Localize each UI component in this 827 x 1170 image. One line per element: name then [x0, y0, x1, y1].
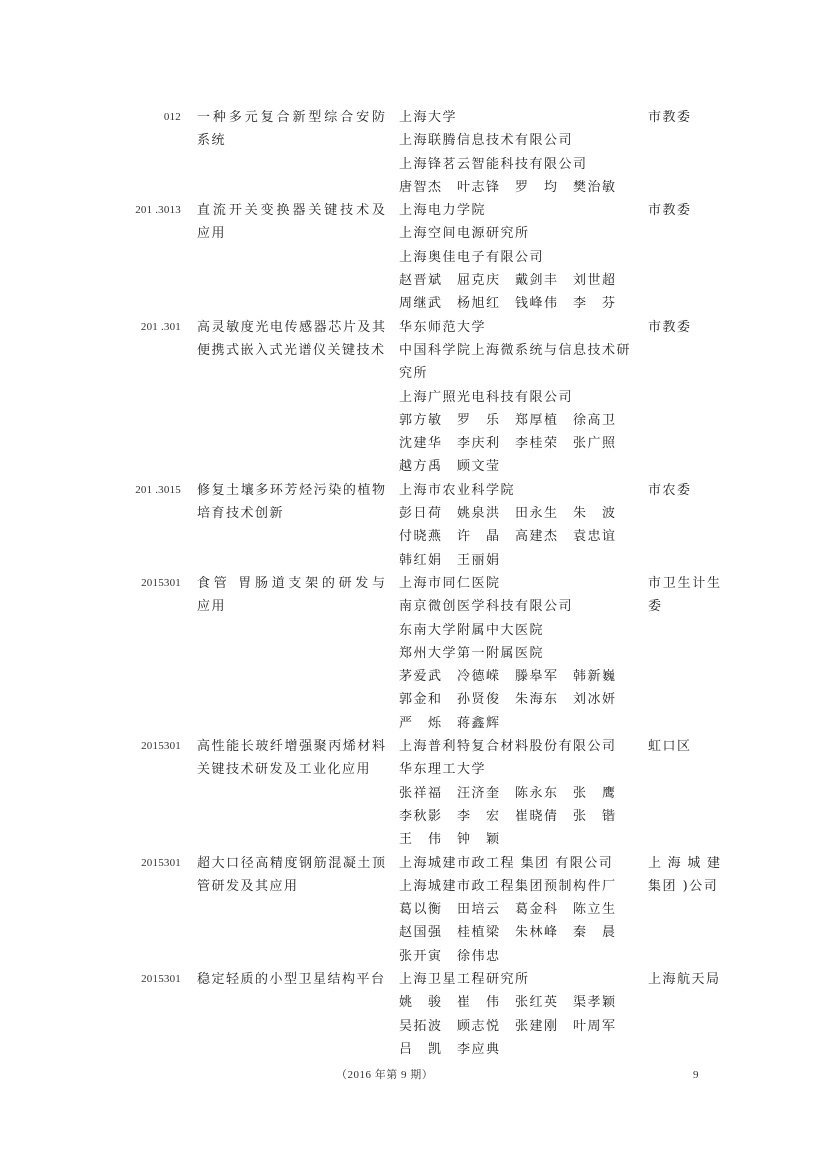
- unit-or-person-line: 吴拓波 顾志悦 张建刚 叶周军: [399, 1018, 617, 1034]
- issue-label: （2016 年第 9 期）: [336, 1069, 434, 1081]
- unit-or-person-line: 彭日荷 姚泉洪 田永生 朱 波: [399, 506, 617, 522]
- table-row: [0, 479, 827, 572]
- project-number: 201 .301: [140, 320, 181, 333]
- table-row: [0, 316, 827, 479]
- unit-or-person-line: 付晓燕 许 晶 高建杰 袁忠谊: [399, 529, 617, 545]
- project-number: 2015301: [141, 856, 181, 869]
- recommending-unit: [648, 316, 720, 339]
- units-and-people: [399, 735, 634, 851]
- unit-or-person-line: 唐智杰 叶志锋 罗 均 樊治敏: [399, 179, 617, 195]
- unit-or-person-line: 张开寅 徐伟忠: [399, 948, 501, 964]
- unit-or-person-line: 郭方敏 罗 乐 郑厚植 徐高卫: [399, 412, 617, 428]
- unit-or-person-line: 华东理工大学: [399, 762, 487, 778]
- project-title-line: 应用: [197, 226, 227, 242]
- table-row: [0, 852, 827, 968]
- project-title-line: 培育技术创新: [197, 506, 285, 522]
- unit-or-person-line: 究所: [399, 366, 429, 382]
- project-title-line: 直流开关变换器关键技术及: [197, 203, 385, 219]
- unit-or-person-line: 张祥福 汪济奎 陈永东 张 鹰: [399, 785, 617, 801]
- project-title: [197, 106, 385, 153]
- project-title: [197, 479, 385, 526]
- unit-or-person-line: 上海大学: [399, 110, 458, 125]
- table-row: [0, 106, 827, 199]
- unit-or-person-line: 李秋影 李 宏 崔晓倩 张 锴: [399, 808, 617, 824]
- recommender-line: 上海城建: [648, 855, 720, 871]
- project-title-line: 超大口径高精度钢筋混凝土顶: [197, 855, 385, 871]
- unit-or-person-line: 沈建华 李庆利 李桂荣 张广照: [399, 436, 617, 452]
- unit-or-person-line: 南京微创医学科技有限公司: [399, 599, 574, 615]
- recommender-line: 虹口区: [648, 739, 692, 755]
- unit-or-person-line: 上海电力学院: [399, 203, 487, 219]
- recommender-line: 市教委: [648, 110, 692, 125]
- table-row: [0, 572, 827, 735]
- unit-or-person-line: 上海广照光电科技有限公司: [399, 389, 574, 405]
- unit-or-person-line: 上海卫星工程研究所: [399, 971, 530, 987]
- project-number: 2015301: [141, 972, 181, 985]
- project-title-line: 食管 胃肠道支架的研发与: [197, 575, 385, 591]
- project-title: [197, 199, 385, 246]
- unit-or-person-line: 上海市同仁医院: [399, 575, 501, 591]
- recommending-unit: [648, 199, 720, 222]
- unit-or-person-line: 上海城建市政工程集团预制构件厂: [399, 878, 617, 894]
- recommender-line: 市卫生计生: [648, 575, 720, 591]
- unit-or-person-line: 茅爱武 冷德嵘 滕皋军 韩新巍: [399, 669, 617, 685]
- project-title-line: 高性能长玻纤增强聚丙烯材料: [197, 739, 385, 755]
- award-table: [0, 106, 827, 1061]
- project-title-line: 高灵敏度光电传感器芯片及其: [197, 319, 385, 335]
- project-title-line: 管研发及其应用: [197, 878, 299, 894]
- unit-or-person-line: 葛以衡 田培云 葛金科 陈立生: [399, 902, 617, 918]
- recommender-line: 委: [648, 599, 663, 615]
- recommender-line: 上海航天局: [648, 971, 721, 987]
- unit-or-person-line: 赵晋斌 屈克庆 戴剑丰 刘世超: [399, 273, 617, 289]
- units-and-people: [399, 106, 634, 199]
- project-title-line: 关键技术研发及工业化应用: [197, 762, 372, 778]
- units-and-people: [399, 572, 634, 735]
- project-number: 2015301: [141, 576, 181, 589]
- unit-or-person-line: 上海市农业科学院: [399, 482, 516, 498]
- project-number: 012: [163, 111, 181, 123]
- units-and-people: [399, 968, 634, 1061]
- project-number: 2015301: [141, 740, 181, 753]
- unit-or-person-line: 上海联腾信息技术有限公司: [399, 133, 574, 149]
- unit-or-person-line: 严 烁 蒋鑫辉: [399, 715, 501, 731]
- project-title-line: 便携式嵌入式光谱仪关键技术: [197, 342, 386, 358]
- project-title-line: 一种多元复合新型综合安防: [197, 110, 385, 125]
- recommender-line: 集团 )公司: [648, 878, 719, 894]
- units-and-people: [399, 316, 634, 479]
- unit-or-person-line: 吕 凯 李应典: [399, 1041, 501, 1057]
- project-title: [197, 572, 385, 619]
- project-title: [197, 735, 385, 782]
- unit-or-person-line: 姚 骏 崔 伟 张红英 渠孝颖: [399, 995, 617, 1011]
- unit-or-person-line: 越方禹 顾文莹: [399, 459, 501, 475]
- unit-or-person-line: 东南大学附属中大医院: [399, 622, 545, 638]
- project-number: 201 .3015: [135, 483, 181, 496]
- recommending-unit: [648, 106, 720, 129]
- unit-or-person-line: 韩红娟 王丽娟: [399, 552, 501, 568]
- units-and-people: [399, 852, 634, 968]
- recommending-unit: [648, 479, 720, 502]
- unit-or-person-line: 上海空间电源研究所: [399, 226, 530, 242]
- unit-or-person-line: 赵国强 桂植梁 朱林峰 秦 晨: [399, 925, 617, 941]
- recommender-line: 市农委: [648, 482, 692, 498]
- project-title-line: 稳定轻质的小型卫星结构平台: [197, 971, 386, 987]
- units-and-people: [399, 199, 634, 315]
- project-title-line: 应用: [197, 599, 227, 615]
- unit-or-person-line: 周继武 杨旭红 钱峰伟 李 芬: [399, 296, 617, 312]
- page-number: 9: [693, 1069, 699, 1081]
- project-number: 201 .3013: [135, 204, 181, 217]
- unit-or-person-line: 华东师范大学: [399, 319, 487, 335]
- table-row: [0, 968, 827, 1061]
- unit-or-person-line: 上海城建市政工程 集团 有限公司: [399, 855, 614, 871]
- recommending-unit: [648, 852, 720, 899]
- units-and-people: [399, 479, 634, 572]
- recommending-unit: [648, 735, 720, 758]
- recommending-unit: [648, 572, 720, 619]
- unit-or-person-line: 郑州大学第一附属医院: [399, 645, 545, 661]
- unit-or-person-line: 王 伟 钟 颖: [399, 832, 501, 848]
- unit-or-person-line: 上海普利特复合材料股份有限公司: [399, 739, 617, 755]
- unit-or-person-line: 上海奥佳电子有限公司: [399, 249, 545, 265]
- table-row: [0, 199, 827, 315]
- recommending-unit: [648, 968, 720, 991]
- recommender-line: 市教委: [648, 319, 692, 335]
- table-row: [0, 735, 827, 851]
- project-title: [197, 968, 385, 991]
- recommender-line: 市教委: [648, 203, 692, 219]
- unit-or-person-line: 中国科学院上海微系统与信息技术研: [399, 342, 632, 358]
- project-title-line: 系统: [197, 133, 227, 149]
- project-title-line: 修复土壤多环芳烃污染的植物: [197, 482, 385, 498]
- project-title: [197, 316, 385, 363]
- unit-or-person-line: 上海锋茗云智能科技有限公司: [399, 156, 588, 172]
- project-title: [197, 852, 385, 899]
- unit-or-person-line: 郭金和 孙贤俊 朱海东 刘冰妍: [399, 692, 617, 708]
